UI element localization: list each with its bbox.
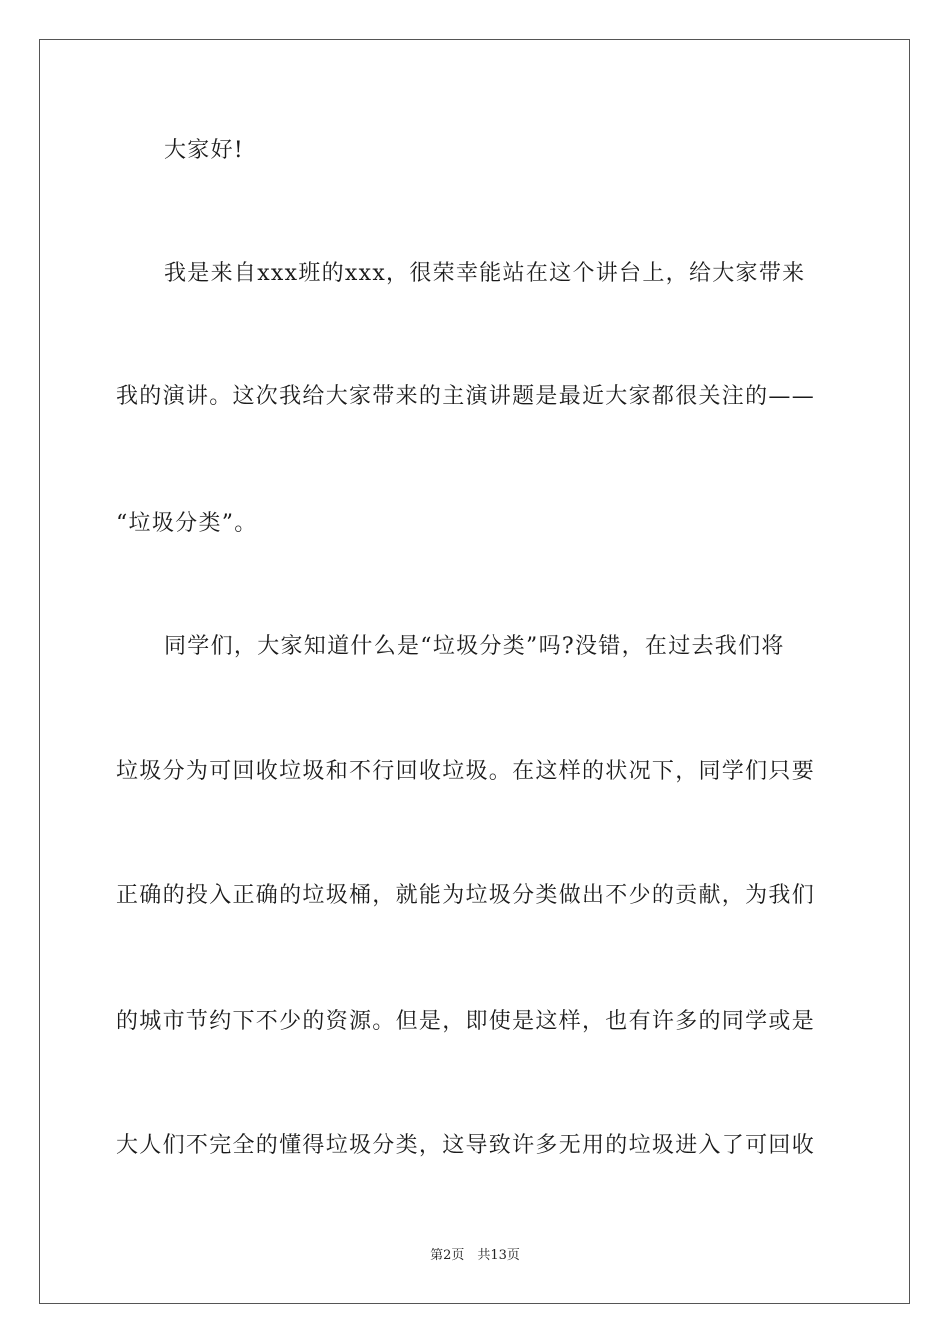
page-number-footer: 第2页 共13页 bbox=[430, 1248, 520, 1263]
paragraph-line: 大人们不完全的懂得垃圾分类，这导致许多无用的垃圾进入了可回收 bbox=[116, 1133, 816, 1158]
page-border bbox=[39, 39, 910, 1304]
paragraph-line: 正确的投入正确的垃圾桶，就能为垃圾分类做出不少的贡献，为我们 bbox=[116, 883, 816, 908]
greeting-line: 大家好! bbox=[164, 138, 245, 163]
paragraph-line: “垃圾分类”。 bbox=[116, 511, 258, 536]
paragraph-line: 我是来自xxx班的xxx，很荣幸能站在这个讲台上，给大家带来 bbox=[164, 261, 806, 286]
paragraph-line: 垃圾分为可回收垃圾和不行回收垃圾。在这样的状况下，同学们只要 bbox=[116, 759, 816, 784]
paragraph-line: 同学们，大家知道什么是“垃圾分类”吗?没错，在过去我们将 bbox=[164, 634, 785, 659]
paragraph-line: 的城市节约下不少的资源。但是，即使是这样，也有许多的同学或是 bbox=[116, 1009, 816, 1034]
paragraph-line: 我的演讲。这次我给大家带来的主演讲题是最近大家都很关注的—— bbox=[116, 384, 816, 409]
